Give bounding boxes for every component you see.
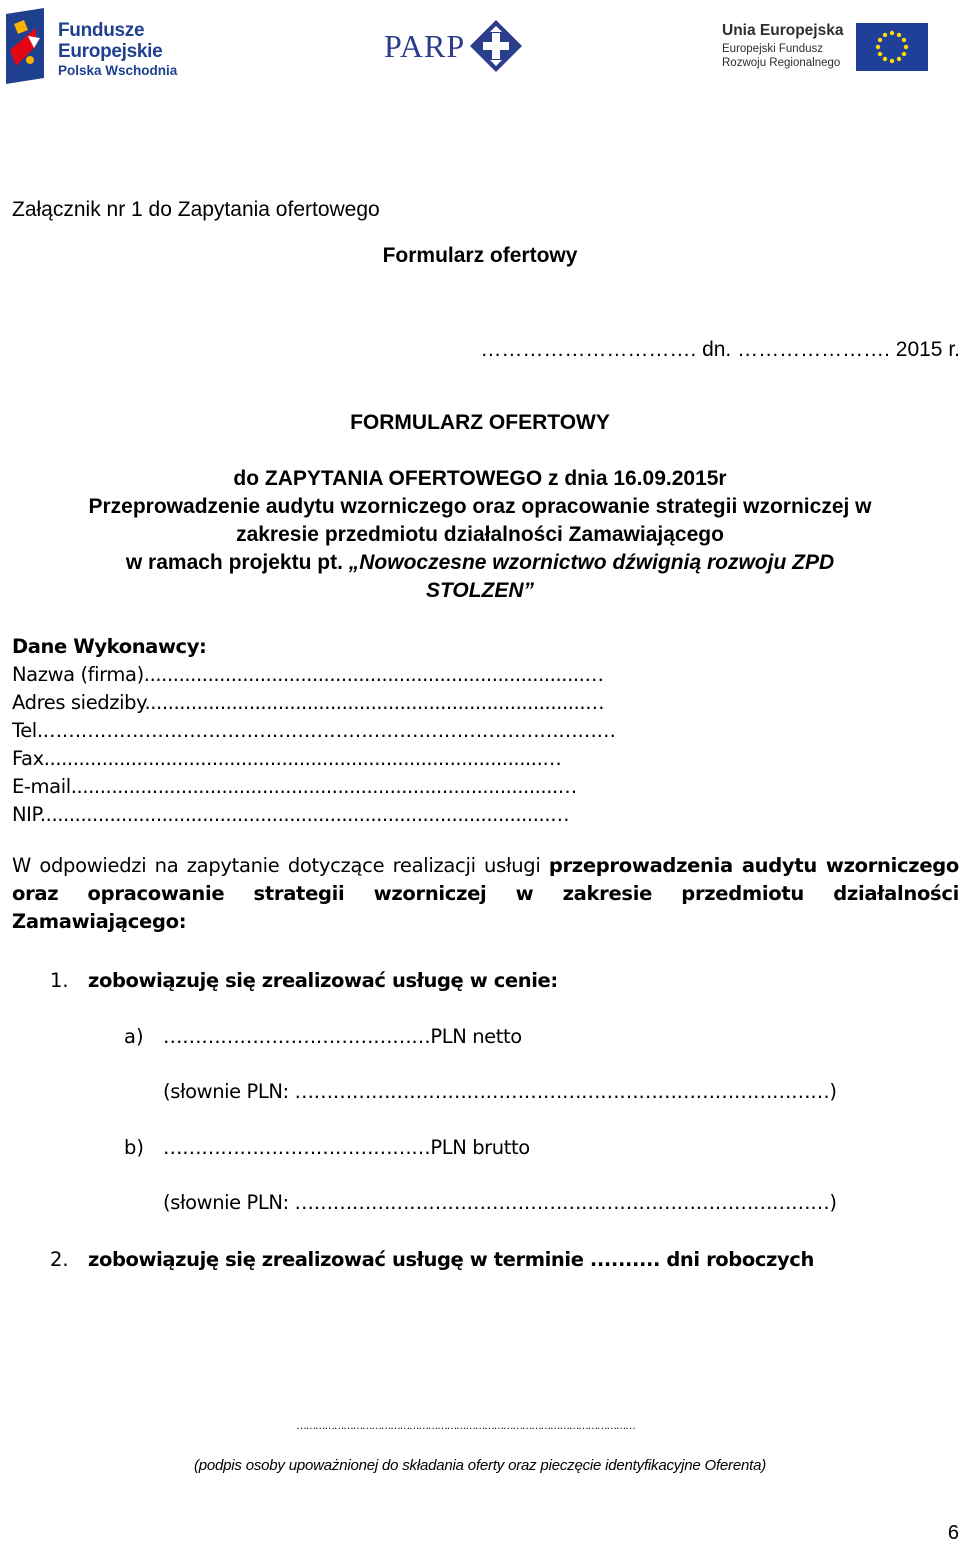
item1-number: 1. xyxy=(50,969,69,992)
item1-b-label: b) xyxy=(124,1136,144,1159)
contractor-tel-field: Tel.……………………………………………………………………………… xyxy=(12,719,616,742)
fe-line-1: Fundusze xyxy=(58,20,145,41)
fundusze-europejskie-logo xyxy=(6,8,181,84)
item1-a-label: a) xyxy=(124,1025,144,1048)
date-line: …………………………. dn. …………………. 2015 r. xyxy=(480,338,960,361)
eu-flag-icon xyxy=(856,23,928,71)
attachment-label: Załącznik nr 1 do Zapytania ofertowego xyxy=(12,198,380,221)
ue-line-1: Unia Europejska xyxy=(722,22,844,39)
ue-line-3: Rozwoju Regionalnego xyxy=(722,57,841,69)
contractor-fax-field: Fax......................................................................................… xyxy=(12,747,562,770)
parp-emblem xyxy=(470,20,522,72)
intro-bold: przeprowadzenia audytu wzorniczego oraz opracowanie strategii wzorniczej w zakresie przedmiotu działalności Zamawiającego: xyxy=(12,854,959,933)
document-title: FORMULARZ OFERTOWY xyxy=(350,411,610,434)
project-name-1: „Nowoczesne wzornictwo dźwignią rozwoju ZPD xyxy=(348,551,835,574)
project-name-2: STOLZEN” xyxy=(425,579,535,602)
item2-number: 2. xyxy=(50,1248,69,1271)
unia-europejska-logo xyxy=(720,22,930,72)
contractor-nip-field: NIP........................................................................................… xyxy=(12,803,570,826)
intro-paragraph xyxy=(12,852,959,936)
subject-line-1: Przeprowadzenie audytu wzorniczego oraz opracowanie strategii wzorniczej w xyxy=(88,495,872,518)
item1-b-in-words: (słownie PLN: …………………………………………………………………………) xyxy=(163,1191,837,1214)
page-number: 6 xyxy=(947,1522,959,1544)
ue-line-2: Europejski Fundusz xyxy=(722,43,823,55)
contractor-heading: Dane Wykonawcy: xyxy=(12,635,207,658)
item1-text: zobowiązuję się zrealizować usługę w cenie: xyxy=(88,969,558,992)
request-reference: do ZAPYTANIA OFERTOWEGO z dnia 16.09.2015r xyxy=(233,467,727,490)
form-title: Formularz ofertowy xyxy=(382,244,578,267)
intro-normal: W odpowiedzi na zapytanie dotyczące realizacji usługi xyxy=(12,854,549,877)
project-line xyxy=(0,551,960,575)
subject-line-2: zakresie przedmiotu działalności Zamawiającego xyxy=(236,523,724,546)
item1-b-gross-price: ……………………………………PLN brutto xyxy=(163,1136,530,1159)
project-prefix: w ramach projektu pt. xyxy=(125,551,349,574)
contractor-address-field: Adres siedziby............................................................................… xyxy=(12,691,605,714)
item1-a-in-words: (słownie PLN: …………………………………………………………………………) xyxy=(163,1080,837,1103)
signature-caption: (podpis osoby upoważnionej do składania oferty oraz pieczęcie identyfikacyjne Oferenta) xyxy=(193,1457,767,1474)
fundusze-europejskie-emblem xyxy=(6,8,46,84)
parp-logo xyxy=(384,20,524,72)
contractor-name-field: Nazwa (firma)............................................................................… xyxy=(12,663,604,686)
parp-wordmark: PARP xyxy=(384,28,466,64)
contractor-email-field: E-mail....................................................................................… xyxy=(12,775,577,798)
item1-a-net-price: ……………………………………PLN netto xyxy=(163,1025,522,1048)
fe-line-2: Europejskie xyxy=(58,41,163,62)
signature-line: ……………………………………………………………………………………………… xyxy=(296,1420,635,1432)
item2-text: zobowiązuję się zrealizować usługę w terminie .......... dni roboczych xyxy=(88,1248,814,1271)
fe-line-3: Polska Wschodnia xyxy=(58,63,178,78)
